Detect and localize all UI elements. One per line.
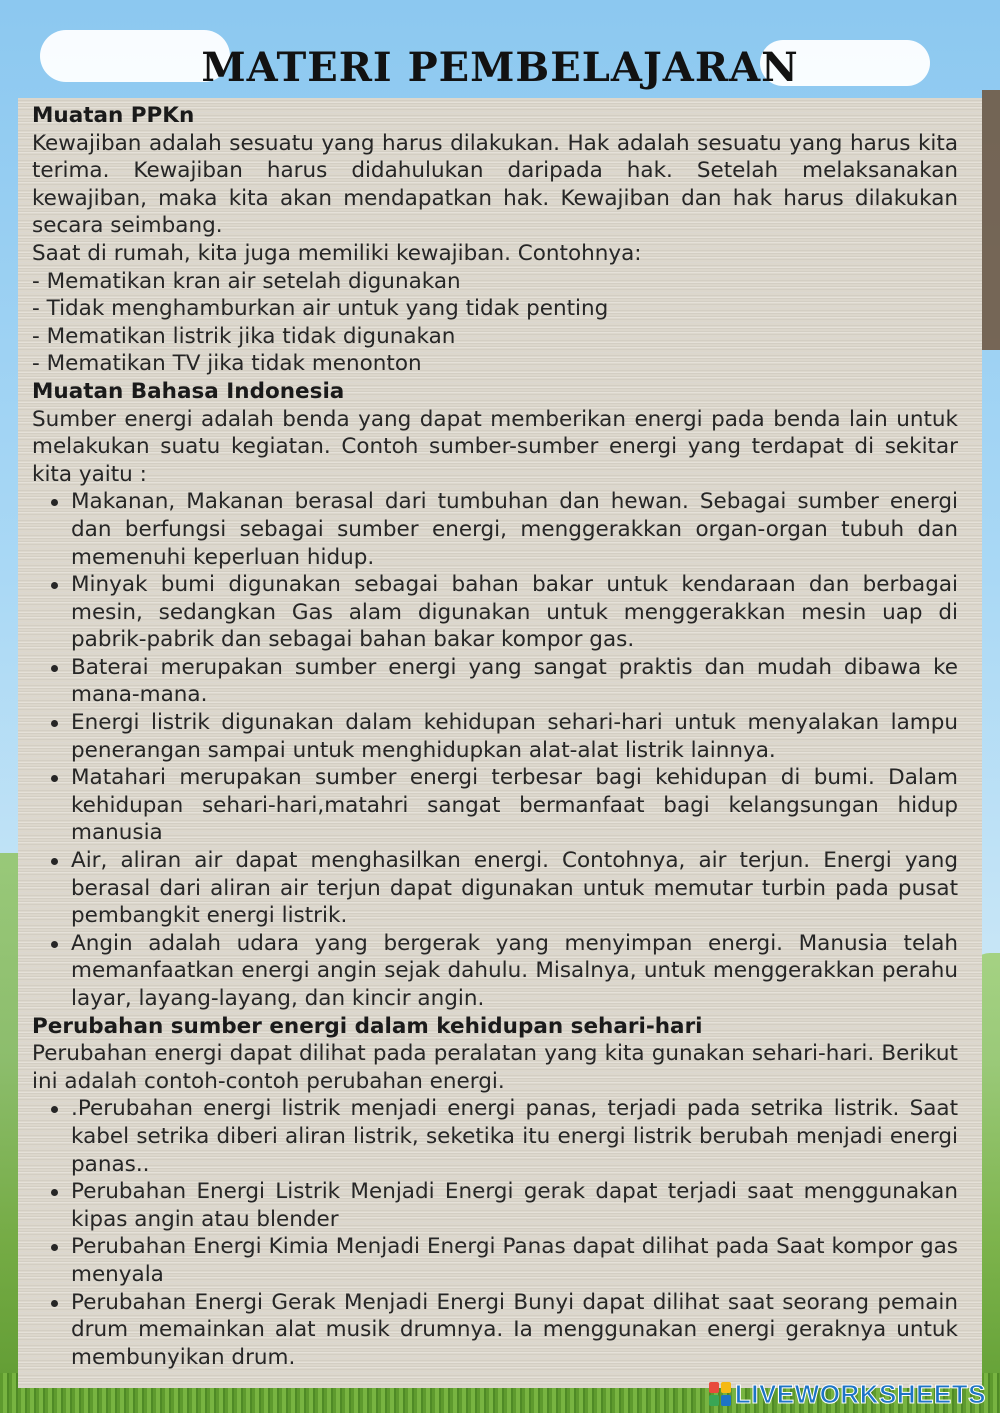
ppkn-item: - Mematikan listrik jika tidak digunakan xyxy=(32,323,456,349)
energy-source-item: Air, aliran air dapat menghasilkan energi. Contohnya, air terjun. Energi yang berasal dari aliran air terjun dapat digunakan untuk memutar turbin pada pusat pembangkit energi listrik. xyxy=(71,848,958,929)
content-panel xyxy=(18,98,982,1388)
energy-change-item: Perubahan Energi Listrik Menjadi Energi gerak dapat terjadi saat menggunakan kipas angin atau blender xyxy=(71,1179,958,1232)
ppkn-item: - Mematikan kran air setelah digunakan xyxy=(32,268,461,294)
liveworksheets-label: LIVEWORKSHEETS xyxy=(734,1378,986,1409)
bahasa-intro: Sumber energi adalah benda yang dapat memberikan energi pada benda lain untuk melakukan suatu kegiatan. Contoh sumber-sumber energi yang terdapat di sekitar kita yaitu : xyxy=(32,406,958,487)
energy-change-item: Perubahan Energi Gerak Menjadi Energi Bunyi dapat dilihat saat seorang pemain drum memainkan alat musik drumnya. Ia menggunakan energi geraknya untuk membunyikan drum. xyxy=(71,1289,958,1370)
tree-trunk xyxy=(982,90,1000,350)
section-heading-perubahan: Perubahan sumber energi dalam kehidupan sehari-hari xyxy=(32,1013,703,1039)
energy-source-item: Matahari merupakan sumber energi terbesar bagi kehidupan di bumi. Dalam kehidupan sehari-hari,matahri sangat bermanfaat bagi kelangsungan hidup manusia xyxy=(71,765,958,846)
liveworksheets-logo-icon xyxy=(709,1382,731,1406)
ppkn-item: - Tidak menghamburkan air untuk yang tidak penting xyxy=(32,296,609,322)
energy-source-item: Baterai merupakan sumber energi yang sangat praktis dan mudah dibawa ke mana-mana. xyxy=(71,654,958,708)
ppkn-intro: Kewajiban adalah sesuatu yang harus dilakukan. Hak adalah sesuatu yang harus kita terima. Kewajiban harus didahulukan daripada hak. Setelah melaksanakan kewajiban, maka kita akan mendapatkan hak. Kewajiban dan hak harus dilakukan secara seimbang. xyxy=(32,130,958,239)
energy-source-item: Energi listrik digunakan dalam kehidupan sehari-hari untuk menyalakan lampu penerangan sampai untuk menghidupkan alat-alat listrik lainnya. xyxy=(71,710,958,763)
energy-source-list xyxy=(32,488,958,1012)
ppkn-lead: Saat di rumah, kita juga memiliki kewajiban. Contohnya: xyxy=(32,240,642,266)
ppkn-item: - Mematikan TV jika tidak menonton xyxy=(32,351,422,377)
energy-source-item: Makanan, Makanan berasal dari tumbuhan dan hewan. Sebagai sumber energi dan berfungsi sebagai sumber energi, menggerakkan organ-organ tubuh dan memenuhi keperluan hidup. xyxy=(71,489,958,570)
energy-source-item: Minyak bumi digunakan sebagai bahan bakar untuk kendaraan dan berbagai mesin, sedangkan Gas alam digunakan untuk menggerakkan mesin uap di pabrik-pabrik dan sebagai bahan bakar kompor gas. xyxy=(71,572,958,653)
liveworksheets-watermark xyxy=(709,1379,986,1409)
page-title: MATERI PEMBELAJARAN xyxy=(201,44,799,91)
section-heading-ppkn: Muatan PPKn xyxy=(32,103,195,128)
energy-source-item: Angin adalah udara yang bergerak yang menyimpan energi. Manusia telah memanfaatkan energi angin sejak dahulu. Misalnya, untuk menggerakkan perahu layar, layang-layang, dan kincir angin. xyxy=(71,930,958,1011)
energy-change-list xyxy=(32,1095,958,1371)
perubahan-intro: Perubahan energi dapat dilihat pada peralatan yang kita gunakan sehari-hari. Berikut ini adalah contoh-contoh perubahan energi. xyxy=(32,1041,958,1094)
energy-change-item: Perubahan Energi Kimia Menjadi Energi Panas dapat dilihat pada Saat kompor gas menyala xyxy=(71,1234,958,1287)
section-heading-bahasa: Muatan Bahasa Indonesia xyxy=(32,378,345,404)
energy-change-item: .Perubahan energi listrik menjadi energi panas, terjadi pada setrika listrik. Saat kabel setrika diberi aliran listrik, seketika itu energi listrik berubah menjadi energi panas.. xyxy=(71,1096,958,1177)
